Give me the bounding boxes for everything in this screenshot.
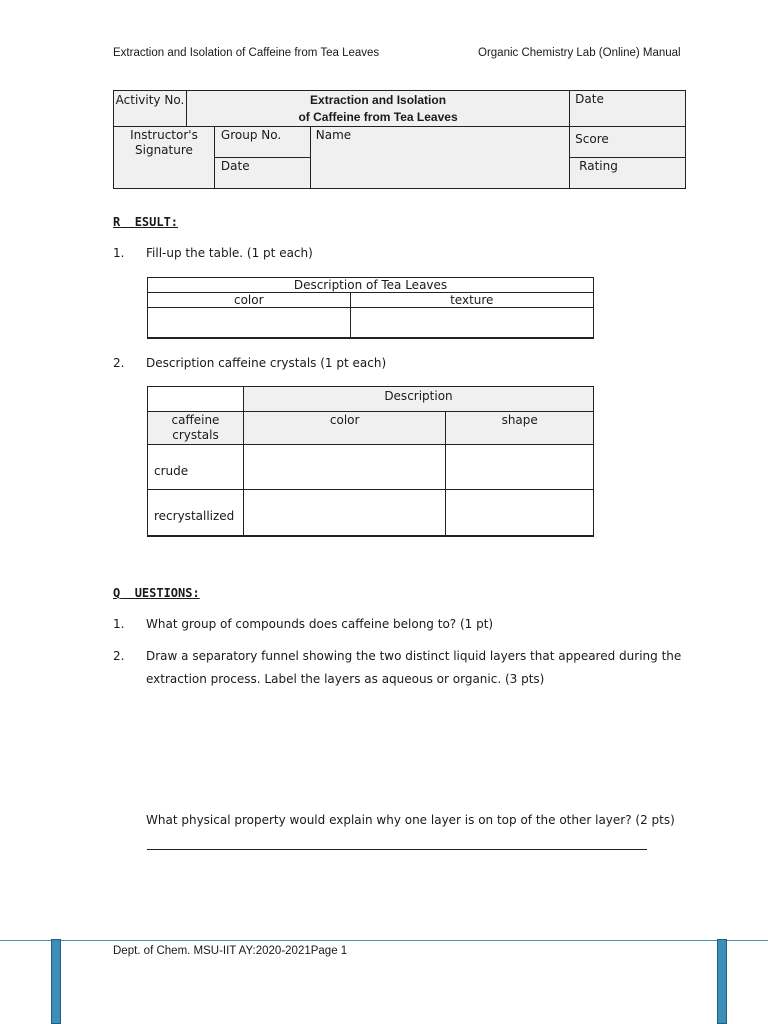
footer-left-bar xyxy=(51,939,61,1024)
footer-text: Dept. of Chem. MSU-IIT AY:2020-2021Page 1 xyxy=(113,945,348,957)
questions-heading: Q UESTIONS: xyxy=(113,586,200,600)
result-item1-number: 1. xyxy=(113,246,125,260)
caffeine-crystals-table xyxy=(147,386,594,537)
question3-text: What physical property would explain why one layer is on top of the other layer? (2 pts) xyxy=(146,813,675,827)
caffeine-crystals-header: caffeine crystals xyxy=(148,412,244,445)
activity-info-table xyxy=(113,90,686,189)
title-line-1: Extraction and Isolation xyxy=(310,93,447,107)
running-header-left: Extraction and Isolation of Caffeine from Tea Leaves xyxy=(113,47,380,59)
tea-color-header: color xyxy=(148,293,351,308)
question2-text-line1: Draw a separatory funnel showing the two distinct liquid layers that appeared during the xyxy=(146,649,682,663)
question2-text-line2: extraction process. Label the layers as aqueous or organic. (3 pts) xyxy=(146,672,545,686)
name-label: Name xyxy=(310,127,569,189)
empty-corner-cell xyxy=(148,387,244,412)
tea-texture-cell[interactable] xyxy=(350,308,593,338)
rating-label: Rating xyxy=(570,158,686,189)
crystal-color-header: color xyxy=(243,412,445,445)
crude-row-label: crude xyxy=(148,445,244,490)
activity-no-label: Activity No. xyxy=(114,91,187,127)
tea-leaves-table-header: Description of Tea Leaves xyxy=(148,278,594,293)
tea-texture-header: texture xyxy=(350,293,593,308)
tea-leaves-table xyxy=(147,277,594,339)
activity-title xyxy=(186,91,569,127)
crude-color-cell[interactable] xyxy=(243,445,445,490)
group-no-label: Group No. xyxy=(214,127,310,158)
footer-right-bar xyxy=(717,939,727,1024)
footer-rule xyxy=(0,940,768,941)
question1-number: 1. xyxy=(113,617,125,631)
crude-shape-cell[interactable] xyxy=(446,445,594,490)
title-line-2: of Caffeine from Tea Leaves xyxy=(298,110,458,124)
question2-number: 2. xyxy=(113,649,125,663)
result-item1-text: Fill-up the table. (1 pt each) xyxy=(146,246,313,260)
tea-color-cell[interactable] xyxy=(148,308,351,338)
description-header: Description xyxy=(243,387,593,412)
result-heading: R ESULT: xyxy=(113,215,179,229)
crystal-shape-header: shape xyxy=(446,412,594,445)
result-item2-number: 2. xyxy=(113,356,125,370)
date-label: Date xyxy=(570,91,686,127)
answer-line[interactable] xyxy=(147,849,647,850)
result-item2-text: Description caffeine crystals (1 pt each) xyxy=(146,356,387,370)
date-label-2: Date xyxy=(214,158,310,189)
recrystallized-color-cell[interactable] xyxy=(243,490,445,536)
instructor-signature-label: Instructor's Signature xyxy=(114,127,215,189)
score-label: Score xyxy=(570,127,686,158)
question1-text: What group of compounds does caffeine belong to? (1 pt) xyxy=(146,617,494,631)
recrystallized-shape-cell[interactable] xyxy=(446,490,594,536)
running-header-right: Organic Chemistry Lab (Online) Manual xyxy=(478,47,681,59)
recrystallized-row-label: recrystallized xyxy=(148,490,244,536)
